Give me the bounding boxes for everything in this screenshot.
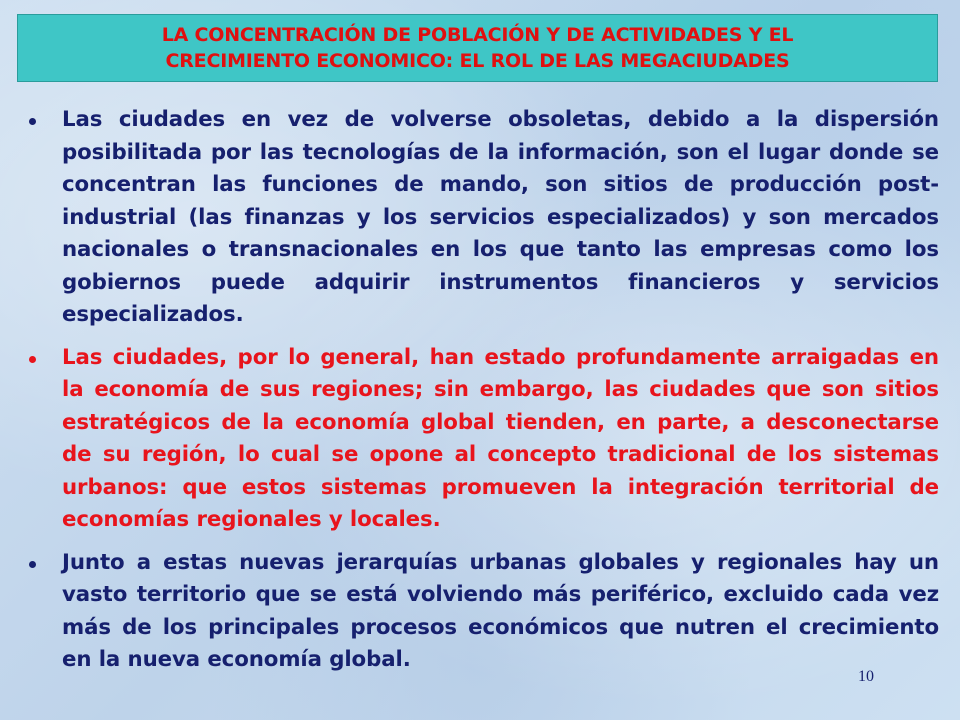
bullet-item-cities-command-functions <box>24 104 939 332</box>
bullet-dot-icon <box>29 356 36 363</box>
title-line-1: LA CONCENTRACIÓN DE POBLACIÓN Y DE ACTIVIDADES Y EL <box>161 24 794 46</box>
bullet-text: Las ciudades, por lo general, han estado profundamente arraigadas en la economía de sus regiones; sin embargo, las ciudades que son sitios estratégicos de la economía global tienden, en parte, a desconectarse de su región, lo cual se opone al concepto tradicional de los sistemas urbanos: que estos sistemas promueven la integración territorial de economías regionales y locales. <box>62 344 939 532</box>
bullet-item-cities-regional-economy <box>24 342 939 537</box>
bullet-text: Junto a estas nuevas jerarquías urbanas globales y regionales hay un vasto territorio que se está volviendo más periférico, excluido cada vez más de los principales procesos económicos que nutren el crecimiento en la nueva economía global. <box>62 549 939 672</box>
bullet-text: Las ciudades en vez de volverse obsoletas, debido a la dispersión posibilitada por las tecnologías de la información, son el lugar donde se concentran las funciones de mando, son sitios de producción post-industrial (las finanzas y los servicios especializados) y son mercados nacionales o transnacionales en los que tanto las empresas como los gobiernos puede adquirir instrumentos financieros y servicios especializados. <box>62 107 939 327</box>
page-number: 10 <box>858 668 874 685</box>
title-line-2: CRECIMIENTO ECONOMICO: EL ROL DE LAS MEGACIUDADES <box>165 50 790 72</box>
bullet-dot-icon <box>29 561 36 568</box>
bullet-dot-icon <box>29 118 36 125</box>
title-banner <box>17 14 938 82</box>
bullet-list <box>24 104 939 687</box>
bullet-item-peripheral-territory <box>24 547 939 677</box>
